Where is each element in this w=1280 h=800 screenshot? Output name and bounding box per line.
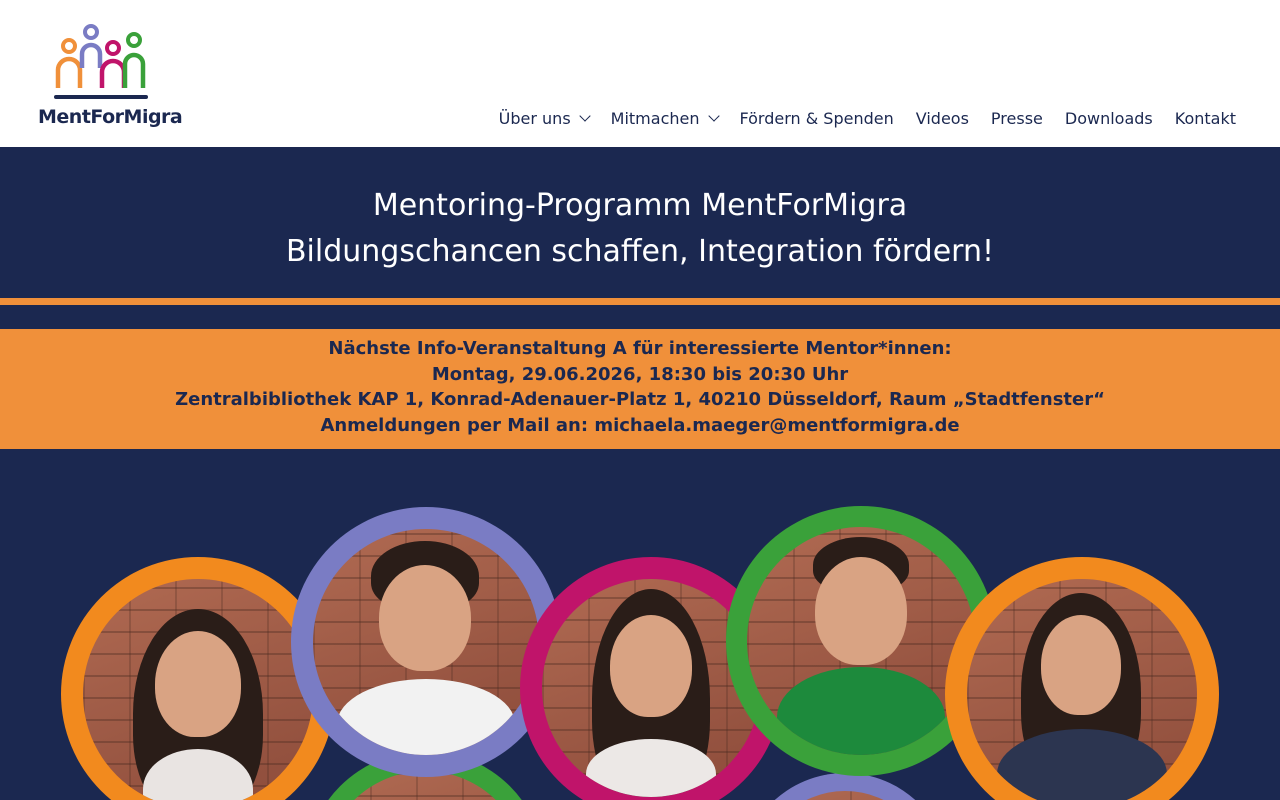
nav-item-ueber-uns[interactable] <box>488 104 600 132</box>
site-header <box>0 0 1280 147</box>
nav-item-foerdern-spenden[interactable] <box>729 104 905 132</box>
info-event-registration: Anmeldungen per Mail an: michaela.maeger@mentformigra.de <box>320 414 960 436</box>
main-navigation <box>488 104 1236 132</box>
hero-banner <box>0 147 1280 298</box>
nav-item-label: Presse <box>990 108 1043 128</box>
mentee-photo <box>542 579 760 797</box>
chevron-down-icon <box>708 110 719 121</box>
info-event-date: Montag, 29.06.2026, 18:30 bis 20:30 Uhr <box>431 363 849 385</box>
info-event-location: Zentralbibliothek KAP 1, Konrad-Adenauer-Platz 1, 40210 Düsseldorf, Raum „Stadtfenster“ <box>175 389 1105 410</box>
orange-divider <box>0 298 1280 305</box>
nav-item-label: Mitmachen <box>610 108 700 128</box>
nav-item-label: Videos <box>915 108 969 128</box>
people-logo-icon <box>52 22 152 104</box>
mentee-photo-collage <box>0 449 1280 800</box>
nav-item-videos[interactable] <box>905 104 980 132</box>
nav-item-label: Fördern & Spenden <box>739 108 894 128</box>
nav-item-presse[interactable] <box>980 104 1054 132</box>
nav-item-label: Downloads <box>1064 108 1153 128</box>
info-event-banner <box>0 329 1280 449</box>
chevron-down-icon <box>579 110 590 121</box>
nav-item-label: Kontakt <box>1174 108 1236 128</box>
nav-item-mitmachen[interactable] <box>600 104 729 132</box>
site-logo[interactable] <box>38 22 183 134</box>
mentee-photo <box>83 579 313 800</box>
hero-title-line-1: Mentoring-Programm MentForMigra <box>372 188 908 223</box>
mentee-photo <box>313 529 539 755</box>
nav-item-label: Über uns <box>498 108 571 128</box>
mentee-photo <box>967 579 1197 800</box>
nav-item-downloads[interactable] <box>1054 104 1164 132</box>
hero-title <box>0 147 1280 275</box>
logo-text: MentForMigra <box>38 106 183 128</box>
nav-item-kontakt[interactable] <box>1164 104 1236 132</box>
info-event-heading: Nächste Info-Veranstaltung A für interessierte Mentor*innen: <box>328 338 952 359</box>
hero-title-line-2: Bildungschancen schaffen, Integration fördern! <box>285 234 995 269</box>
mentee-photo <box>747 527 975 755</box>
